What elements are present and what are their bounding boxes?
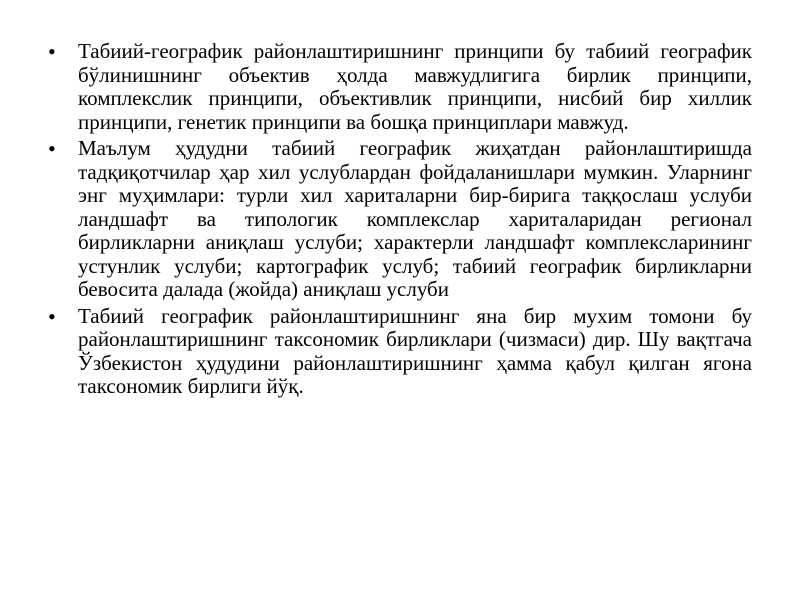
bullet-item-principles: [48, 40, 752, 134]
bullet-list: [48, 40, 752, 402]
bullet-text-principles: Табиий-географик районлаштиришнинг принципи бу табиий географик бўлинишнинг объектив ҳолда мавжудлигига бирлик принципи, комплекслик принципи, объективлик принципи, нисбий бир хиллик принципи, генетик принципи ва бошқа принциплари мавжуд.: [78, 39, 752, 134]
bullet-marker: •: [48, 303, 56, 329]
bullet-marker: •: [48, 39, 56, 64]
bullet-item-taxonomy: [48, 305, 752, 399]
bullet-text-taxonomy: Табиий географик районлаштиришнинг яна бир мухим томони бу районлаштиришнинг таксономик бирликлари (чизмаси) дир. Шу вақтгача Ўзбекистон ҳудудини районлаштиришнинг ҳамма қабул қилган ягона таксономик бирлиги йўқ.: [78, 303, 752, 398]
bullet-item-methods: [48, 137, 752, 302]
bullet-text-methods: Маълум ҳудудни табиий географик жиҳатдан районлаштиришда тадқиқотчилар ҳар хил услублардан фойдаланишлари мумкин. Уларнинг энг муҳимлари: турли хил хариталарни бир-бирига таққослаш услуби ландшафт ва типологик комплекслар хариталаридан регионал бирликларни аниқлаш услуби; характерли ландшафт комплексларининг устунлик услуби; картографик услуб; табиий географик бирликларни бевосита далада (жойда) аниқлаш услуби: [78, 136, 752, 301]
bullet-marker: •: [48, 136, 56, 161]
